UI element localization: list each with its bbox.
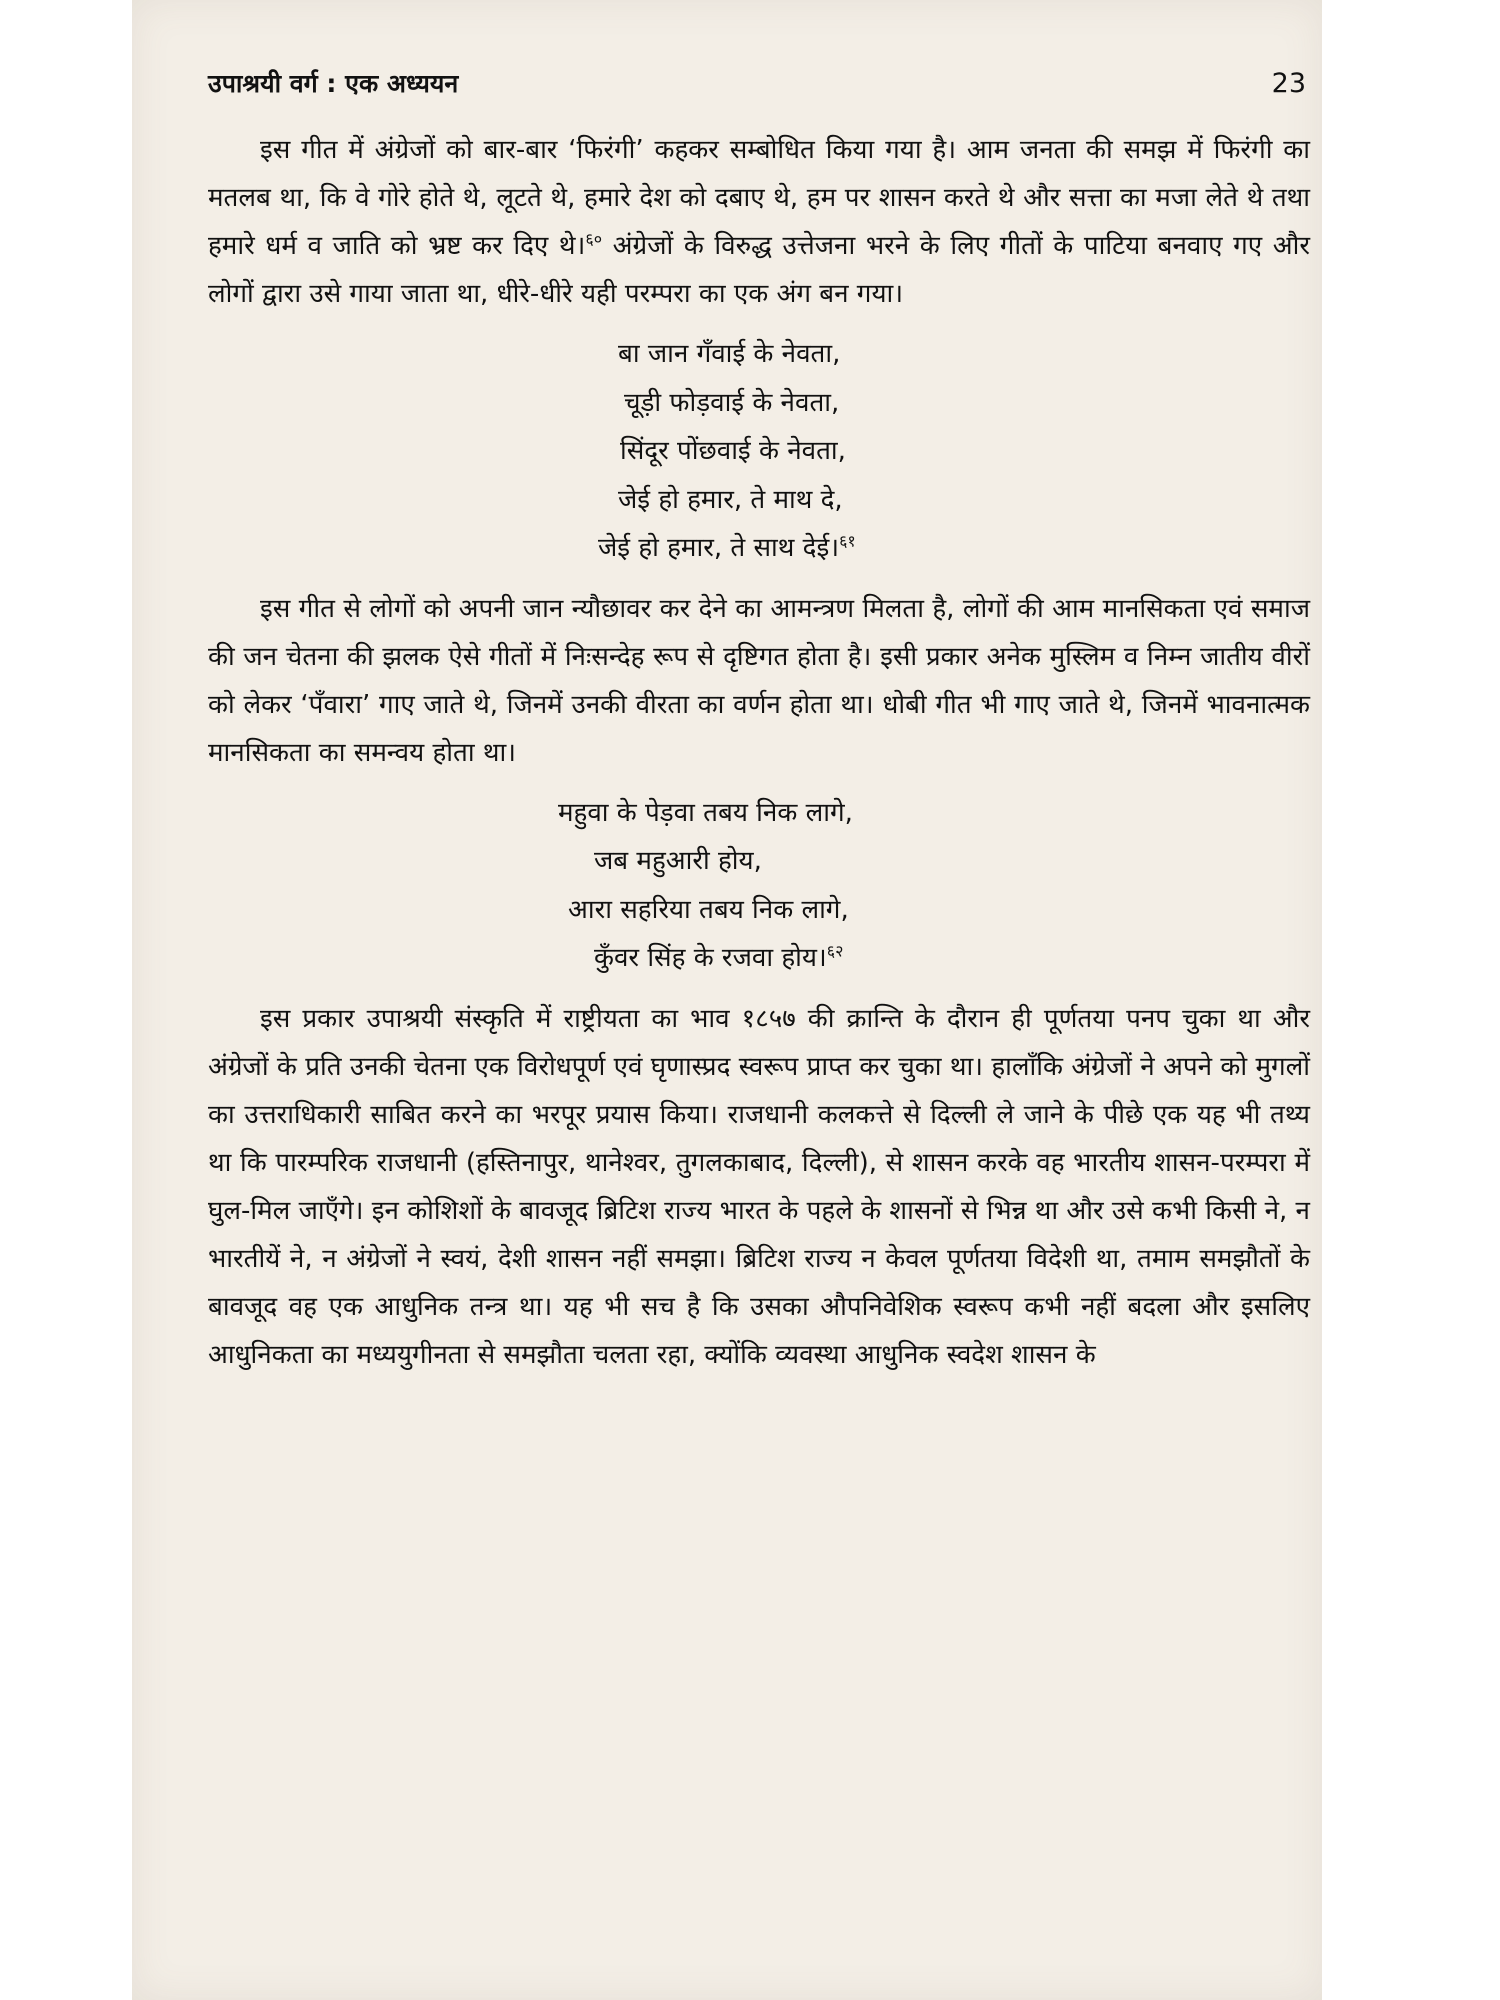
page-header (208, 66, 1310, 126)
footnote-ref-60: ६० (585, 229, 603, 249)
footnote-ref-62: ६२ (826, 941, 844, 961)
page-content (208, 66, 1310, 1379)
running-head: उपाश्रयी वर्ग : एक अध्ययन (208, 69, 459, 98)
verse-1-line-4: जेई हो हमार, ते माथ दे, (618, 484, 843, 515)
paragraph-1-text: इस गीत में अंग्रेजों को बार-बार ‘फिरंगी’ कहकर सम्बोधित किया गया है। आम जनता की समझ में फिरंगी का मतलब था, कि वे गोरे होते थे, लूटते थे, हमारे देश को दबाए थे, हम पर शासन करते थे और सत्ता का मजा लेते थे तथा हमारे धर्म व जाति को भ्रष्ट कर दिए थे। (208, 135, 1310, 261)
paragraph-1 (208, 126, 1310, 318)
verse-2-line-4 (558, 934, 1310, 983)
verse-1-line-5 (598, 524, 1310, 573)
verse-block-1 (208, 330, 1310, 573)
verse-1-line-3: सिंदूर पोंछवाई के नेवता, (620, 436, 846, 466)
verse-2-line-3: आरा सहरिया तबय निक लागे, (568, 894, 849, 925)
paragraph-1-text-cont: अंग्रेजों के विरुद्ध उत्तेजना भरने के लिए गीतों के पाटिया बनवाए गए और लोगों द्वारा उसे गाया जाता था, धीरे-धीरे यही परम्परा का एक अंग बन गया। (208, 231, 1310, 309)
paragraph-3: इस प्रकार उपाश्रयी संस्कृति में राष्ट्रीयता का भाव १८५७ की क्रान्ति के दौरान ही पूर्णतया पनप चुका था और अंग्रेजों के प्रति उनकी चेतना एक विरोधपूर्ण एवं घृणास्प्रद स्वरूप प्राप्त कर चुका था। हालाँकि अंग्रेजों ने अपने को मुगलों का उत्तराधिकारी साबित करने का भरपूर प्रयास किया। राजधानी कलकत्ते से दिल्ली ले जाने के पीछे एक यह भी तथ्य था कि पारम्परिक राजधानी (हस्तिनापुर, थानेश्वर, तुगलकाबाद, दिल्ली), से शासन करके वह भारतीय शासन-परम्परा में घुल-मिल जाएँगे। इन कोशिशों के बावजूद ब्रिटिश राज्य भारत के पहले के शासनों से भिन्न था और उसे कभी किसी ने, न भारतीयें ने, न अंग्रेजों ने स्वयं, देशी शासन नहीं समझा। ब्रिटिश राज्य न केवल पूर्णतया विदेशी था, तमाम समझौतों के बावजूद वह एक आधुनिक तन्त्र था। यह भी सच है कि उसका औपनिवेशिक स्वरूप कभी नहीं बदला और इसलिए आधुनिकता का मध्ययुगीनता से समझौता चलता रहा, क्योंकि व्यवस्था आधुनिक स्वदेश शासन के (208, 1003, 1310, 1370)
verse-2-line-1: महुवा के पेड़वा तबय निक लागे, (558, 797, 853, 828)
verse-block-2 (208, 789, 1310, 983)
verse-1-line-2: चूड़ी फोड़वाई के नेवता, (624, 387, 840, 418)
footnote-ref-61: ६१ (839, 531, 856, 551)
verse-1-line-1: बा जान गँवाई के नेवता, (618, 339, 841, 369)
verse-1-line-5-text: जेई हो हमार, ते साथ देई। (598, 533, 840, 563)
paragraph-2: इस गीत से लोगों को अपनी जान न्यौछावर कर देने का आमन्त्रण मिलता है, लोगों की आम मानसिकता एवं समाज की जन चेतना की झलक ऐसे गीतों में निःसन्देह रूप से दृष्टिगत होता है। इसी प्रकार अनेक मुस्लिम व निम्न जातीय वीरों को लेकर ‘पँवारा’ गाए जाते थे, जिनमें उनकी वीरता का वर्णन होता था। धोबी गीत भी गाए जाते थे, जिनमें भावनात्मक मानसिकता का समन्वय होता था। (208, 593, 1310, 768)
page-number: 23 (1271, 68, 1306, 99)
verse-2-line-4-text: कुँवर सिंह के रजवा होय। (594, 943, 827, 973)
verse-2-line-2: जब महुआरी होय, (594, 846, 762, 876)
